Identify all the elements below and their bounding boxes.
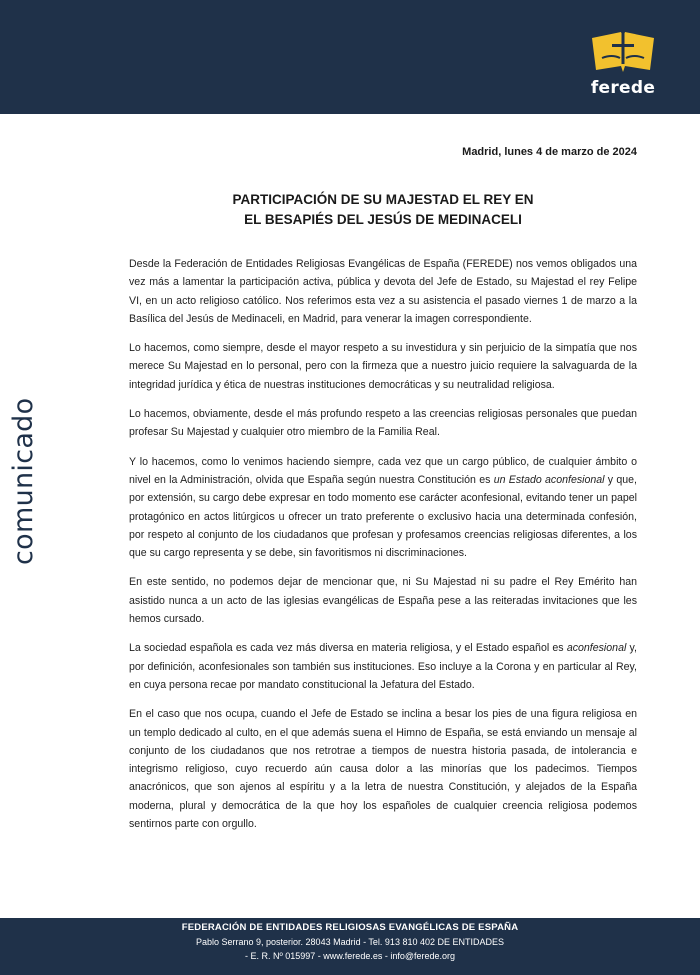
- header-banner: [0, 0, 700, 114]
- side-label-comunicado: comunicado: [8, 397, 39, 565]
- ferede-logo[interactable]: [584, 28, 662, 100]
- paragraph-1: Desde la Federación de Entidades Religiosas Evangélicas de España (FEREDE) nos vemos obligados una vez más a lamentar la participación activa, pública y devota del Jefe de Estado, su Majestad el rey Felipe VI, en un acto religioso católico. Nos referimos esta vez a su asistencia el pasado viernes 1 de marzo a la Basílica del Jesús de Medinaceli, en Madrid, para venerar la imagen correspondiente.: [129, 258, 637, 325]
- paragraph-7: En el caso que nos ocupa, cuando el Jefe de Estado se inclina a besar los pies de una figura religiosa en un templo dedicado al culto, en el que además suena el Himno de España, se está enviando un mensaje al conjunto de los ciudadanos que nos retrotrae a tiempos de nuestra historia pasada, de intolerancia e integrismo religioso, cuyo recuerdo aún causa dolor a las minorías que los padecimos. Tiempos anacrónicos, que son ajenos al espíritu y a la letra de nuestra Constitución, y alejados de la España moderna, plural y democrática de la que hoy los españoles de cualquier creencia religiosa podemos sentirnos parte con orgullo.: [129, 708, 637, 831]
- document-body: [129, 255, 637, 844]
- date-line: Madrid, lunes 4 de marzo de 2024: [462, 146, 637, 158]
- title-line-2: EL BESAPIÉS DEL JESÚS DE MEDINACELI: [244, 212, 522, 227]
- paragraph-3: Lo hacemos, obviamente, desde el más profundo respeto a las creencias religiosas personales que puedan profesar Su Majestad y cualquier otro miembro de la Familia Real.: [129, 408, 637, 439]
- footer-organization: FEDERACIÓN DE ENTIDADES RELIGIOSAS EVANGÉLICAS DE ESPAÑA: [181, 922, 519, 933]
- paragraph-6-text-a: La sociedad española es cada vez más diversa en materia religiosa, y el Estado español es: [129, 642, 567, 655]
- paragraph-4-text-b: y que, por extensión, su cargo debe expresar en todo momento ese carácter aconfesional, evitando tener un papel protagónico en actos litúrgicos u ofrecer un trato preferente o exclusivo hacia una determinada confesión, por respeto al conjunto de los ciudadanos que profesan y profesamos creencias religiosas diferentes, a los que su cargo representa y se debe, sin favoritismos ni discriminaciones.: [129, 473, 637, 560]
- paragraph-6-text-b: y, por definición, aconfesionales son también sus instituciones. Eso incluye a la Corona y en particular al Rey, en cuya persona recae por mandato constitucional la Jefatura del Estado.: [129, 642, 637, 691]
- footer-contact: - E. R. Nº 015997 - www.ferede.es - info@ferede.org: [244, 951, 456, 961]
- paragraph-4-emphasis: un Estado aconfesional: [493, 473, 605, 486]
- footer-banner: [0, 918, 700, 975]
- logo-text: ferede: [590, 78, 656, 98]
- paragraph-4: [129, 453, 637, 563]
- paragraph-5: En este sentido, no podemos dejar de mencionar que, ni Su Majestad ni su padre el Rey Emérito han asistido nunca a un acto de las iglesias evangélicas de España pese a las reiteradas invitaciones que les hemos cursado.: [129, 576, 637, 626]
- paragraph-4-text-a: Y lo hacemos, como lo venimos haciendo siempre, cada vez que un cargo público, de cualquier ámbito o nivel en la Administración, olvida que España según nuestra Constitución es: [129, 455, 637, 486]
- paragraph-6: [129, 639, 637, 694]
- open-bible-cross-icon: [588, 28, 658, 76]
- document-title: [129, 190, 637, 230]
- paragraph-2: Lo hacemos, como siempre, desde el mayor respeto a su investidura y sin perjuicio de la simpatía que nos merece Su Majestad en lo personal, pero con la firmeza que a nuestro juicio requiere la salvaguarda de la integridad jurídica y ética de nuestras instituciones democráticas y su neutralidad religiosa.: [129, 342, 637, 391]
- paragraph-6-emphasis: aconfesional: [566, 642, 627, 655]
- title-line-1: PARTICIPACIÓN DE SU MAJESTAD EL REY EN: [232, 192, 534, 207]
- footer-address: Pablo Serrano 9, posterior. 28043 Madrid - Tel. 913 810 402 DE ENTIDADES: [195, 937, 504, 947]
